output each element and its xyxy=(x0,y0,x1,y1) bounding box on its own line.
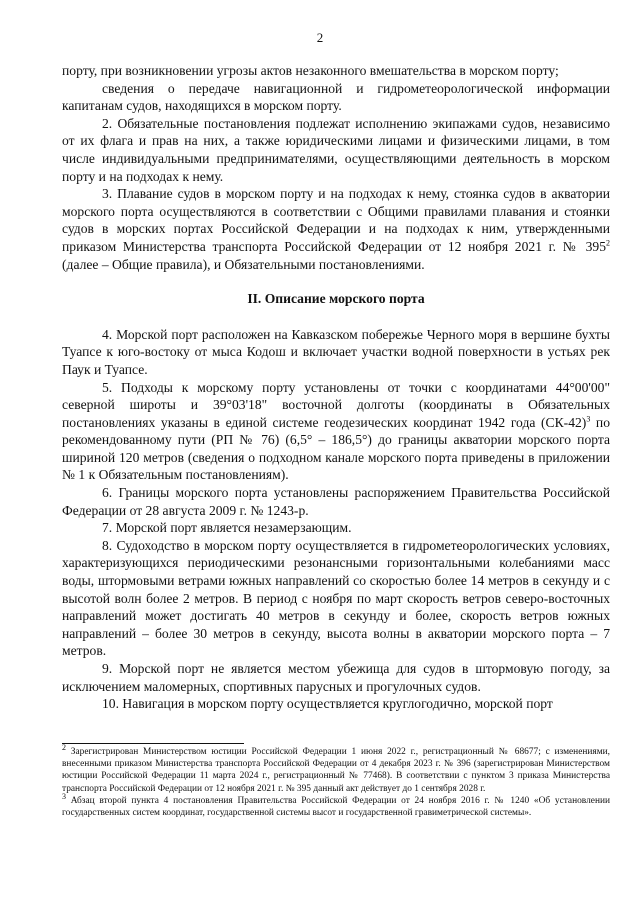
paragraph-navigation-info: сведения о передаче навигационной и гидрометеорологической информации капитанам судов, находящихся в морском порту. xyxy=(62,80,610,114)
paragraph-5-text: 5. Подходы к морскому порту установлены от точки с координатами 44°00'00" северной широты и 39°03'18" восточной долготы (координаты в Обязательных постановлениях указаны в единой системе геодезических координат 1942 года (СК-42) xyxy=(62,379,610,430)
paragraph-3-text-end: (далее – Общие правила), и Обязательными постановлениями. xyxy=(62,256,425,272)
paragraph-5 xyxy=(62,379,610,485)
footnote-ref-2: 2 xyxy=(606,238,610,248)
paragraph-5-text-end: по рекомендованному пути (РП № 76) (6,5° – 186,5°) до границы акватории морского порта шириной 120 метров (сведения о подходном канале морского порта приведены в приложении № 1 к Обязательным постановлениям). xyxy=(62,414,610,483)
footnote-ref-3: 3 xyxy=(586,414,591,424)
footnote-2 xyxy=(62,742,610,795)
footnote-divider xyxy=(62,743,244,744)
footnote-2-text: Зарегистрирован Министерством юстиции Российской Федерации 1 июня 2022 г., регистрационный № 68677; с изменениями, внесенными приказом Министерства транспорта Российской Федерации от 4 декабря 2023 г. № 396 (зарегистрирован Министерством юстиции Российской Федерации 11 марта 2024 г., регистрационный № 77468). В соответствии с пунктом 3 приказа Министерства транспорта Российской Федерации от 12 ноября 2021 г. № 395 данный акт действует до 1 сентября 2028 г. xyxy=(62,747,610,794)
paragraph-3-text: 3. Плавание судов в морском порту и на подходах к нему, стоянка судов в акватории морского порта осуществляются в соответствии с Общими правилами плавания и стоянки судов в морских портах Российской Федерации и на подходах к ним, утвержденными приказом Министерства транспорта Российской Федерации от 12 ноября 2021 г. № 395 xyxy=(62,186,610,254)
document-body xyxy=(62,62,610,713)
paragraph-6: 6. Границы морского порта установлены распоряжением Правительства Российской Федерации от 28 августа 2009 г. № 1243-р. xyxy=(62,485,610,518)
paragraph-4: 4. Морской порт расположен на Кавказском побережье Черного моря в вершине бухты Туапсе к юго-востоку от мыса Кодош и включает участки водной поверхности в устьях рек Паук и Туапсе. xyxy=(62,326,610,377)
paragraph-7: 7. Морской порт является незамерзающим. xyxy=(102,520,352,536)
paragraph-3 xyxy=(62,185,610,273)
section-heading: II. Описание морского порта xyxy=(247,291,425,307)
footnote-3-text: Абзац второй пункта 4 постановления Правительства Российской Федерации от 24 ноября 2016 г. № 1240 «Об установлении государственных систем координат, государственной системы высот и государственной гравиметрической системы». xyxy=(62,795,610,819)
paragraph-8: 8. Судоходство в морском порту осуществляется в гидрометеорологических условиях, характеризующихся периодическими резонансными горизонтальными колебаниями масс воды, штормовыми ветрами южных направлений со скоростью более 14 метров в секунду и с высотой волн более 2 метров. В период с ноября по март скорость ветров северо-восточных направлений может достигать 40 метров в секунду и более, скорость ветров южных направлений – более 30 метров в секунду, высота волны в акватории морского порта – 7 метров. xyxy=(62,537,610,659)
paragraph-continuation: порту, при возникновении угрозы актов незаконного вмешательства в морском порту; xyxy=(62,63,559,78)
page-number: 2 xyxy=(316,30,324,45)
footnote-3-mark: 3 xyxy=(62,791,66,801)
paragraph-10: 10. Навигация в морском порту осуществляется круглогодично, морской порт xyxy=(102,696,553,712)
paragraph-9: 9. Морской порт не является местом убежища для судов в штормовую погоду, за исключением маломерных, спортивных парусных и прогулочных судов. xyxy=(62,661,610,694)
paragraph-2: 2. Обязательные постановления подлежат исполнению экипажами судов, независимо от их флага и прав на них, а также юридическими лицами и физическими лицами, в том числе индивидуальными предпринимателями, осуществляющими деятельность в морском порту и на подходах к нему. xyxy=(62,115,610,184)
footnote-3 xyxy=(62,791,610,819)
footnote-2-mark: 2 xyxy=(62,742,66,752)
footnotes xyxy=(62,742,610,819)
